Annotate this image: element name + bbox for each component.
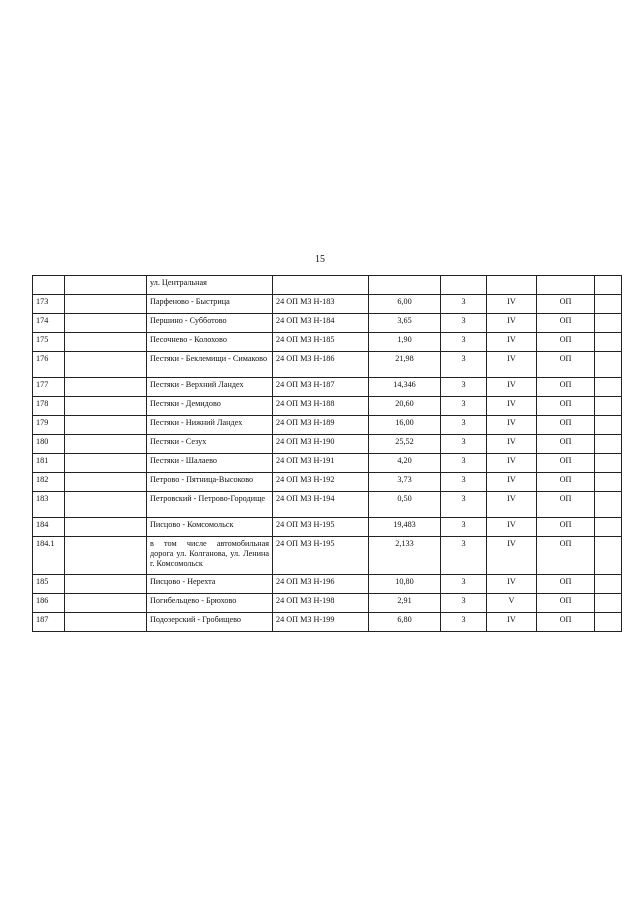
- road-name-cell: Пестяки - Демидово: [147, 397, 273, 416]
- blank-cell: [65, 295, 147, 314]
- note-cell: [595, 333, 622, 352]
- road-name-cell: Пестяки - Беклемищи - Симаково: [147, 352, 273, 378]
- lanes-cell: [441, 276, 487, 295]
- length-cell: 1,90: [369, 333, 441, 352]
- category-cell: IV: [487, 518, 537, 537]
- note-cell: [595, 492, 622, 518]
- lanes-cell: 3: [441, 333, 487, 352]
- category-cell: IV: [487, 473, 537, 492]
- table-row: [33, 352, 622, 378]
- category-cell: IV: [487, 613, 537, 632]
- category-cell: IV: [487, 454, 537, 473]
- row-number-cell: 173: [33, 295, 65, 314]
- table-row-continuation: [33, 276, 622, 295]
- length-cell: 3,73: [369, 473, 441, 492]
- lanes-cell: 3: [441, 575, 487, 594]
- road-code-cell: 24 ОП МЗ Н-186: [273, 352, 369, 378]
- row-number-cell: 180: [33, 435, 65, 454]
- note-cell: [595, 575, 622, 594]
- note-cell: [595, 435, 622, 454]
- note-cell: [595, 416, 622, 435]
- road-name-cell: Песочнево - Колохово: [147, 333, 273, 352]
- type-cell: ОП: [537, 518, 595, 537]
- row-number-cell: 183: [33, 492, 65, 518]
- type-cell: ОП: [537, 397, 595, 416]
- blank-cell: [65, 397, 147, 416]
- blank-cell: [65, 416, 147, 435]
- lanes-cell: 3: [441, 492, 487, 518]
- category-cell: IV: [487, 416, 537, 435]
- blank-cell: [65, 435, 147, 454]
- table-row: [33, 473, 622, 492]
- table-row: [33, 575, 622, 594]
- road-name-cell: Петровский - Петрово-Городище: [147, 492, 273, 518]
- category-cell: IV: [487, 397, 537, 416]
- category-cell: IV: [487, 314, 537, 333]
- note-cell: [595, 613, 622, 632]
- length-cell: 25,52: [369, 435, 441, 454]
- road-name-cell: Петрово - Пятница-Высоково: [147, 473, 273, 492]
- blank-cell: [65, 454, 147, 473]
- road-name-cell: Пестяки - Нижний Ландех: [147, 416, 273, 435]
- road-name-cell: Писцово - Нерехта: [147, 575, 273, 594]
- row-number-cell: 179: [33, 416, 65, 435]
- road-code-cell: 24 ОП МЗ Н-183: [273, 295, 369, 314]
- category-cell: IV: [487, 492, 537, 518]
- blank-cell: [65, 276, 147, 295]
- road-code-cell: 24 ОП МЗ Н-192: [273, 473, 369, 492]
- length-cell: 19,483: [369, 518, 441, 537]
- road-code-cell: 24 ОП МЗ Н-185: [273, 333, 369, 352]
- blank-cell: [65, 352, 147, 378]
- category-cell: IV: [487, 295, 537, 314]
- row-number-cell: 175: [33, 333, 65, 352]
- note-cell: [595, 295, 622, 314]
- lanes-cell: 3: [441, 397, 487, 416]
- row-number-cell: 177: [33, 378, 65, 397]
- blank-cell: [65, 613, 147, 632]
- table-row: [33, 613, 622, 632]
- type-cell: ОП: [537, 492, 595, 518]
- blank-cell: [65, 575, 147, 594]
- type-cell: ОП: [537, 314, 595, 333]
- lanes-cell: 3: [441, 435, 487, 454]
- note-cell: [595, 378, 622, 397]
- road-code-cell: 24 ОП МЗ Н-190: [273, 435, 369, 454]
- length-cell: 14,346: [369, 378, 441, 397]
- type-cell: ОП: [537, 594, 595, 613]
- note-cell: [595, 352, 622, 378]
- note-cell: [595, 594, 622, 613]
- length-cell: 2,133: [369, 537, 441, 575]
- row-number-cell: 184.1: [33, 537, 65, 575]
- row-number-cell: 176: [33, 352, 65, 378]
- road-name-cell: Подозерский - Гробищево: [147, 613, 273, 632]
- table-row: [33, 333, 622, 352]
- category-cell: IV: [487, 575, 537, 594]
- type-cell: ОП: [537, 295, 595, 314]
- row-number-cell: [33, 276, 65, 295]
- lanes-cell: 3: [441, 473, 487, 492]
- type-cell: [537, 276, 595, 295]
- length-cell: 4,20: [369, 454, 441, 473]
- category-cell: IV: [487, 378, 537, 397]
- road-code-cell: 24 ОП МЗ Н-187: [273, 378, 369, 397]
- lanes-cell: 3: [441, 518, 487, 537]
- lanes-cell: 3: [441, 537, 487, 575]
- table-row: [33, 454, 622, 473]
- blank-cell: [65, 473, 147, 492]
- length-cell: 16,00: [369, 416, 441, 435]
- note-cell: [595, 314, 622, 333]
- road-code-cell: 24 ОП МЗ Н-194: [273, 492, 369, 518]
- road-code-cell: 24 ОП МЗ Н-191: [273, 454, 369, 473]
- category-cell: [487, 276, 537, 295]
- road-code-cell: 24 ОП МЗ Н-189: [273, 416, 369, 435]
- blank-cell: [65, 314, 147, 333]
- roads-table: [32, 275, 622, 632]
- page-number: 15: [315, 254, 325, 265]
- road-name-cell: ул. Центральная: [147, 276, 273, 295]
- type-cell: ОП: [537, 333, 595, 352]
- length-cell: 2,91: [369, 594, 441, 613]
- road-name-cell: Пестяки - Шалаево: [147, 454, 273, 473]
- row-number-cell: 184: [33, 518, 65, 537]
- table-row: [33, 492, 622, 518]
- table-row: [33, 295, 622, 314]
- note-cell: [595, 276, 622, 295]
- row-number-cell: 178: [33, 397, 65, 416]
- road-code-cell: 24 ОП МЗ Н-195: [273, 537, 369, 575]
- table-row: [33, 397, 622, 416]
- road-code-cell: [273, 276, 369, 295]
- lanes-cell: 3: [441, 352, 487, 378]
- row-number-cell: 186: [33, 594, 65, 613]
- category-cell: IV: [487, 435, 537, 454]
- category-cell: IV: [487, 537, 537, 575]
- road-name-cell: Погибельцево - Брюхово: [147, 594, 273, 613]
- road-code-cell: 24 ОП МЗ Н-184: [273, 314, 369, 333]
- road-code-cell: 24 ОП МЗ Н-196: [273, 575, 369, 594]
- lanes-cell: 3: [441, 314, 487, 333]
- length-cell: 0,50: [369, 492, 441, 518]
- road-name-cell: Писцово - Комсомольск: [147, 518, 273, 537]
- type-cell: ОП: [537, 473, 595, 492]
- table-row: [33, 314, 622, 333]
- blank-cell: [65, 333, 147, 352]
- road-code-cell: 24 ОП МЗ Н-198: [273, 594, 369, 613]
- row-number-cell: 174: [33, 314, 65, 333]
- type-cell: ОП: [537, 537, 595, 575]
- type-cell: ОП: [537, 378, 595, 397]
- road-name-cell: Пестяки - Верхний Ландех: [147, 378, 273, 397]
- note-cell: [595, 518, 622, 537]
- length-cell: 6,80: [369, 613, 441, 632]
- lanes-cell: 3: [441, 416, 487, 435]
- length-cell: 21,98: [369, 352, 441, 378]
- row-number-cell: 181: [33, 454, 65, 473]
- note-cell: [595, 537, 622, 575]
- row-number-cell: 185: [33, 575, 65, 594]
- blank-cell: [65, 518, 147, 537]
- type-cell: ОП: [537, 352, 595, 378]
- length-cell: 3,65: [369, 314, 441, 333]
- road-code-cell: 24 ОП МЗ Н-188: [273, 397, 369, 416]
- road-code-cell: 24 ОП МЗ Н-199: [273, 613, 369, 632]
- type-cell: ОП: [537, 613, 595, 632]
- blank-cell: [65, 378, 147, 397]
- table-row: [33, 537, 622, 575]
- length-cell: 10,80: [369, 575, 441, 594]
- road-name-cell: Пестяки - Сезух: [147, 435, 273, 454]
- note-cell: [595, 473, 622, 492]
- length-cell: [369, 276, 441, 295]
- road-code-cell: 24 ОП МЗ Н-195: [273, 518, 369, 537]
- blank-cell: [65, 594, 147, 613]
- table-body: [33, 276, 622, 632]
- type-cell: ОП: [537, 416, 595, 435]
- lanes-cell: 3: [441, 454, 487, 473]
- type-cell: ОП: [537, 454, 595, 473]
- blank-cell: [65, 492, 147, 518]
- lanes-cell: 3: [441, 594, 487, 613]
- type-cell: ОП: [537, 575, 595, 594]
- lanes-cell: 3: [441, 378, 487, 397]
- length-cell: 6,00: [369, 295, 441, 314]
- row-number-cell: 182: [33, 473, 65, 492]
- note-cell: [595, 454, 622, 473]
- road-name-cell: Першино - Субботово: [147, 314, 273, 333]
- category-cell: V: [487, 594, 537, 613]
- road-name-cell: Парфеново - Быстрица: [147, 295, 273, 314]
- category-cell: IV: [487, 352, 537, 378]
- blank-cell: [65, 537, 147, 575]
- lanes-cell: 3: [441, 295, 487, 314]
- category-cell: IV: [487, 333, 537, 352]
- length-cell: 20,60: [369, 397, 441, 416]
- row-number-cell: 187: [33, 613, 65, 632]
- table-row: [33, 435, 622, 454]
- lanes-cell: 3: [441, 613, 487, 632]
- table-row: [33, 594, 622, 613]
- table-row: [33, 416, 622, 435]
- type-cell: ОП: [537, 435, 595, 454]
- table-row: [33, 378, 622, 397]
- table-row: [33, 518, 622, 537]
- note-cell: [595, 397, 622, 416]
- road-name-cell: в том числе автомобильная дорога ул. Колганова, ул. Ленина г. Комсомольск: [147, 537, 273, 575]
